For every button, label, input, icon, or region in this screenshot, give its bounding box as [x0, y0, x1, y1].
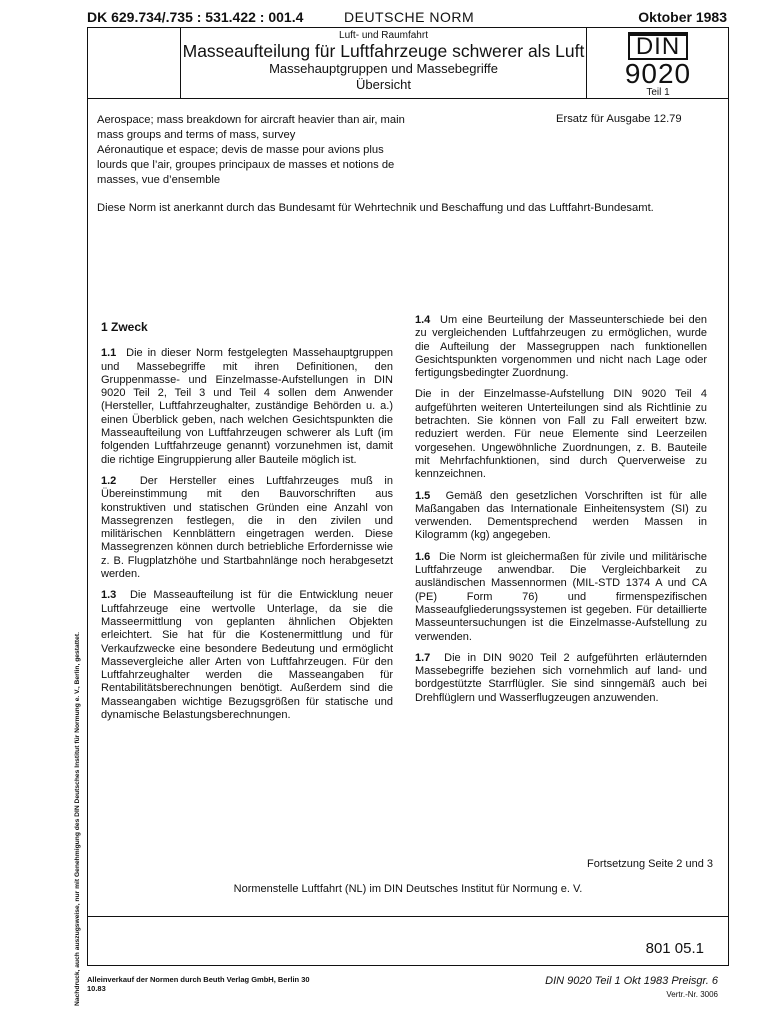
subtitle-overview: Übersicht [356, 77, 411, 92]
paragraph-text: Die Norm ist gleichermaßen für zivile und militärische Luftfahrzeuge anwendbar. Die Vergleichbarkeit zu ausländischen Massennormen (MIL-STD 1374 A und CA (PE) Form 76) und firmenspezifischen Masseaufgliederungssystemen ist gegeben. Für detaillierte Masseuntersuchungen ist die Einzelmasse-Aufstellung zu verwenden. [415, 550, 707, 643]
dk-classification: DK 629.734/.735 : 531.422 : 001.4 [87, 9, 304, 25]
right-column [415, 314, 707, 713]
standards-committee: Normenstelle Luftfahrt (NL) im DIN Deutsches Institut für Normung e. V. [233, 883, 583, 895]
title-block-center [181, 27, 586, 98]
paragraph-number: 1.5 [415, 489, 431, 502]
category: Luft- und Raumfahrt [339, 30, 428, 41]
paragraph-number: 1.6 [415, 550, 431, 563]
paragraph [415, 551, 707, 644]
paragraph-number: 1.7 [415, 651, 431, 664]
paragraph-text: Um eine Beurteilung der Masseunterschiede bei den zu vergleichenden Luftfahrzeugen zu ermöglichen, wurde die Aufteilung der Massegruppen nach funktionellen Gesichtspunkten vorgenommen und nicht nach Lage oder fertigungsbedingter Zuordnung. [415, 314, 707, 380]
continuation-note: Fortsetzung Seite 2 und 3 [587, 858, 713, 870]
paragraph-number: 1.4 [415, 314, 431, 326]
document-title: Masseaufteilung für Luftfahrzeuge schwerer als Luft [182, 41, 585, 61]
title-block [87, 27, 729, 99]
title-block-left-cell [87, 27, 181, 98]
distribution-number: Vertr.-Nr. 3006 [666, 990, 718, 999]
french-title-line: Aéronautique et espace; devis de masse pour avions plus [97, 144, 384, 156]
paragraph: Die in der Einzelmasse-Aufstellung DIN 9020 Teil 4 aufgeführten weiteren Unterteilungen sind als Richtlinie zu betrachten. Sie können von Fall zu Fall erweitert bzw. reduziert werden. Für neue Elemente sind Leerzeilen vorgesehen. Ungewöhnliche Zuordnungen, z. B. Bauteile mit Mehrfachfunktionen, sind durch Querverweise zu kennzeichnen. [415, 388, 707, 481]
paragraph-text: Die Masseaufteilung ist für die Entwicklung neuer Luftfahrzeuge eine wertvolle Unterlage, da sie die Masseermittlung von geplanten ähnlichen Objekten erleichtert. Sie hat für die Kostenermittlung und für Verkaufzwecke eine besondere Bedeutung und ermöglicht Massevergleiche aller Arten von Luftfahrzeugen. Für den Luftfahrzeughalter werden die Masseangaben für Rentabilitätsberechnungen benötigt. Außerdem sind die Masseangaben wichtige Bezugsgrößen für statische und dynamische Belastungsberechnungen. [101, 589, 393, 722]
subtitle: Massehauptgruppen und Massebegriffe [269, 61, 498, 76]
document-reference [545, 975, 718, 1001]
edition-code: 10.83 [87, 984, 106, 993]
paragraph-number: 1.2 [101, 474, 117, 487]
sales-note: Alleinverkauf der Normen durch Beuth Verlag GmbH, Berlin 30 [87, 975, 310, 984]
french-title-line: lourds que l’air, groupes principaux de masses et notions de [97, 159, 395, 171]
paragraph [101, 475, 393, 581]
reprint-notice: Nachdruck, auch auszugsweise, nur mit Genehmigung des DIN Deutsches Institut für Normung e. V., Berlin, gestattet. [74, 632, 81, 1006]
international-titles [97, 113, 427, 188]
french-title-line: masses, vue d’ensemble [97, 174, 221, 186]
din-number: 9020 [624, 58, 692, 89]
section-heading: 1 Zweck [101, 320, 148, 334]
publisher-note [87, 975, 310, 993]
english-title-line: Aerospace; mass breakdown for aircraft heavier than air, main [97, 114, 405, 126]
english-title-line: mass groups and terms of mass, survey [97, 129, 296, 141]
left-column [101, 314, 393, 730]
issue-date: Oktober 1983 [638, 9, 727, 25]
paragraph [415, 314, 707, 380]
paragraph-number: 1.3 [101, 589, 117, 602]
paragraph [415, 652, 707, 705]
paragraph [415, 490, 707, 543]
paragraph-number: 1.1 [101, 347, 117, 360]
replacement-note: Ersatz für Ausgabe 12.79 [556, 113, 682, 125]
paragraph-text: Gemäß den gesetzlichen Vorschriften ist für alle Maßangaben das Internationale Einheitensystem (SI) zu verwenden. Dementsprechend werden Massen in Kilogramm (kg) angegeben. [415, 489, 707, 542]
paragraph-text: Die in DIN 9020 Teil 2 aufgeführten erläuternden Massebegriffe beziehen sich vornehmlich auf land- und bordgestützte Starrflügler. Sie sind sinngemäß auch bei Drehflüglern und Wasserflugzeugen anzuwenden. [415, 651, 707, 704]
document-code: 801 05.1 [645, 940, 704, 957]
part-number: Teil 1 [646, 87, 670, 98]
paragraph-text: Die in dieser Norm festgelegten Massehauptgruppen und Massebegriffe mit ihren Definitionen, den Gruppenmasse- und Einzelmasse-Aufstellungen in DIN 9020 Teil 2, Teil 3 und Teil 4 sollen dem Anwender (Hersteller, Luftfahrzeughalter, zuständige Behörden u. a.) einen Überblick geben, nach welchen Gesichtspunkten die Masseaufteilung von Luftfahrzeugen schwerer als Luft (im folgenden Luftfahrzeuge genannt) vorzunehmen ist, damit die richtige Eingruppierung aller Bauteile möglich ist. [101, 347, 393, 466]
norm-label: DEUTSCHE NORM [344, 9, 475, 25]
paragraph-text: Der Hersteller eines Luftfahrzeuges muß in Übereinstimmung mit den Bauvorschriften aus konstruktiven und statischen Gründen eine Anzahl von Massegrenzen festlegen, die in den zivilen und militärischen Kennblättern eingetragen werden. Diese Massegrenzen können durch betriebliche Erfordernisse wie z. B. Flugplatzhöhe und Startbahnlänge noch herabgesetzt werden. [101, 474, 393, 581]
paragraph [101, 347, 393, 467]
recognition-note: Diese Norm ist anerkannt durch das Bundesamt für Wehrtechnik und Beschaffung und das Luftfahrt-Bundesamt. [97, 202, 654, 214]
reference-line: DIN 9020 Teil 1 Okt 1983 Preisgr. 6 [545, 975, 718, 987]
din-logo: DIN [628, 32, 688, 60]
paragraph [101, 589, 393, 722]
footer-divider [87, 916, 729, 917]
din-number-block [586, 27, 729, 98]
